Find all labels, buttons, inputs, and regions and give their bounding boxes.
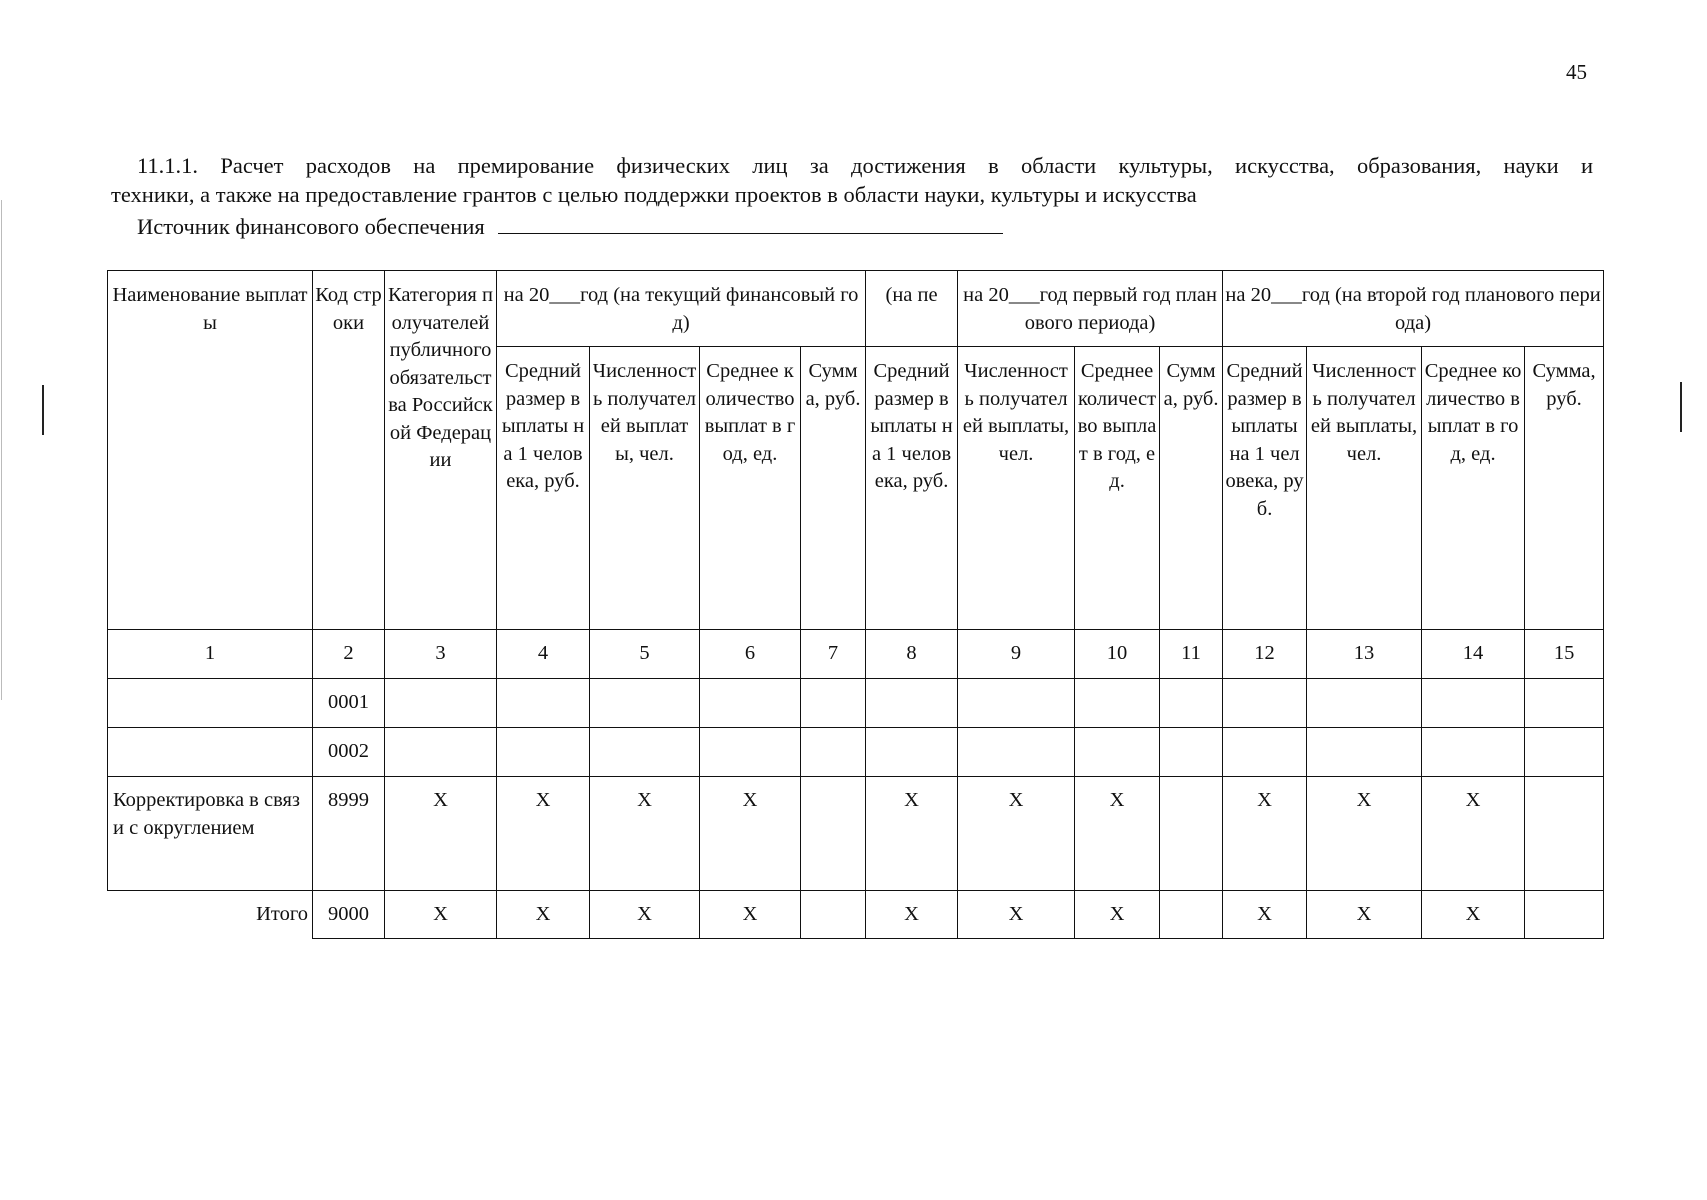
table-row-rounding-adjustment	[108, 777, 1604, 891]
data-cell	[1160, 891, 1223, 939]
header-recipient-category: Категория получателей публичного обязательства Российской Федерации	[385, 271, 497, 630]
data-cell: X	[1422, 891, 1525, 939]
row-name-cell: Корректировка в связи с округлением	[108, 777, 313, 891]
data-cell: X	[1075, 777, 1160, 891]
data-cell: X	[958, 891, 1075, 939]
column-number: 6	[700, 630, 801, 679]
subheader-cell: Средний размер выплаты на 1 человека, руб.	[497, 347, 590, 630]
column-number: 13	[1307, 630, 1422, 679]
scan-mark-left	[42, 385, 44, 435]
header-first-plan-year: на 20___год первый год планового периода)	[958, 271, 1223, 347]
payments-calculation-table	[107, 270, 1604, 939]
total-code-cell: 9000	[313, 891, 385, 939]
data-cell	[1525, 777, 1604, 891]
data-cell	[958, 728, 1075, 777]
table-header-row-groups	[108, 271, 1604, 347]
section-heading	[111, 151, 1593, 209]
data-cell	[1525, 728, 1604, 777]
data-cell	[866, 728, 958, 777]
data-cell	[1160, 777, 1223, 891]
column-number: 5	[590, 630, 700, 679]
column-number: 12	[1223, 630, 1307, 679]
data-cell: X	[1307, 891, 1422, 939]
row-code-cell: 0001	[313, 679, 385, 728]
data-cell: X	[497, 891, 590, 939]
data-cell	[1160, 679, 1223, 728]
heading-line-2: техники, а также на предоставление грантов с целью поддержки проектов в области науки, культуры и искусства	[111, 182, 1197, 207]
data-cell: X	[1075, 891, 1160, 939]
data-cell	[1422, 679, 1525, 728]
header-second-plan-year: на 20___год (на второй год планового периода)	[1223, 271, 1604, 347]
table-row	[108, 728, 1604, 777]
data-cell	[801, 728, 866, 777]
data-cell: X	[700, 891, 801, 939]
table-row	[108, 679, 1604, 728]
data-cell	[700, 679, 801, 728]
column-numbers-row	[108, 630, 1604, 679]
header-payment-name: Наименование выплаты	[108, 271, 313, 630]
funding-source-blank-field	[498, 211, 1003, 234]
data-cell	[1422, 728, 1525, 777]
table-row-total	[108, 891, 1604, 939]
header-truncated-group: (на пе	[866, 271, 958, 347]
data-cell: X	[1422, 777, 1525, 891]
data-cell	[1307, 679, 1422, 728]
total-label: Итого	[108, 891, 313, 939]
data-cell: X	[866, 777, 958, 891]
column-number: 7	[801, 630, 866, 679]
column-number: 2	[313, 630, 385, 679]
data-cell	[590, 728, 700, 777]
data-cell	[1223, 728, 1307, 777]
funding-source-line	[137, 211, 1003, 241]
data-cell: X	[385, 891, 497, 939]
column-number: 14	[1422, 630, 1525, 679]
header-current-year: на 20___год (на текущий финансовый год)	[497, 271, 866, 347]
subheader-cell: Среднее количество выплат в год, ед.	[1075, 347, 1160, 630]
data-cell	[1223, 679, 1307, 728]
data-cell: X	[700, 777, 801, 891]
data-cell: X	[958, 777, 1075, 891]
subheader-cell: Средний размер выплаты на 1 человека, руб.	[866, 347, 958, 630]
subheader-cell: Сумма, руб.	[1160, 347, 1223, 630]
data-cell: X	[590, 777, 700, 891]
data-cell: X	[497, 777, 590, 891]
data-cell	[958, 679, 1075, 728]
data-cell	[1307, 728, 1422, 777]
data-cell	[385, 679, 497, 728]
data-cell	[497, 679, 590, 728]
column-number: 10	[1075, 630, 1160, 679]
column-number: 15	[1525, 630, 1604, 679]
data-cell	[1075, 728, 1160, 777]
data-cell	[801, 777, 866, 891]
data-cell	[497, 728, 590, 777]
data-cell	[1160, 728, 1223, 777]
row-name-cell	[108, 728, 313, 777]
column-number: 4	[497, 630, 590, 679]
subheader-cell: Средний размер выплаты на 1 человека, руб.	[1223, 347, 1307, 630]
data-cell	[1525, 891, 1604, 939]
data-cell	[1525, 679, 1604, 728]
edge-tick-left	[1, 200, 2, 700]
page-number: 45	[1566, 60, 1587, 84]
column-number: 8	[866, 630, 958, 679]
subheader-cell: Численность получателей выплаты, чел.	[590, 347, 700, 630]
data-cell	[801, 679, 866, 728]
data-cell	[801, 891, 866, 939]
data-cell	[590, 679, 700, 728]
data-cell: X	[1223, 777, 1307, 891]
subheader-cell: Численность получателей выплаты, чел.	[958, 347, 1075, 630]
funding-source-label: Источник финансового обеспечения	[137, 214, 485, 239]
column-number: 9	[958, 630, 1075, 679]
subheader-cell: Среднее количество выплат в год, ед.	[700, 347, 801, 630]
scan-mark-right	[1680, 382, 1682, 432]
subheader-cell: Сумма, руб.	[801, 347, 866, 630]
subheader-cell: Среднее количество выплат в год, ед.	[1422, 347, 1525, 630]
data-cell	[1075, 679, 1160, 728]
data-cell	[866, 679, 958, 728]
data-cell	[385, 728, 497, 777]
subheader-cell: Сумма, руб.	[1525, 347, 1604, 630]
subheader-cell: Численность получателей выплаты, чел.	[1307, 347, 1422, 630]
data-cell	[700, 728, 801, 777]
data-cell: X	[866, 891, 958, 939]
row-code-cell: 8999	[313, 777, 385, 891]
column-number: 3	[385, 630, 497, 679]
row-code-cell: 0002	[313, 728, 385, 777]
data-cell: X	[1307, 777, 1422, 891]
data-cell: X	[385, 777, 497, 891]
data-cell: X	[1223, 891, 1307, 939]
heading-line-1: 11.1.1. Расчет расходов на премирование физических лиц за достижения в области культуры, искусства, образования, науки и	[137, 153, 1593, 178]
column-number: 11	[1160, 630, 1223, 679]
row-name-cell	[108, 679, 313, 728]
column-number: 1	[108, 630, 313, 679]
data-cell: X	[590, 891, 700, 939]
header-row-code: Код строки	[313, 271, 385, 630]
